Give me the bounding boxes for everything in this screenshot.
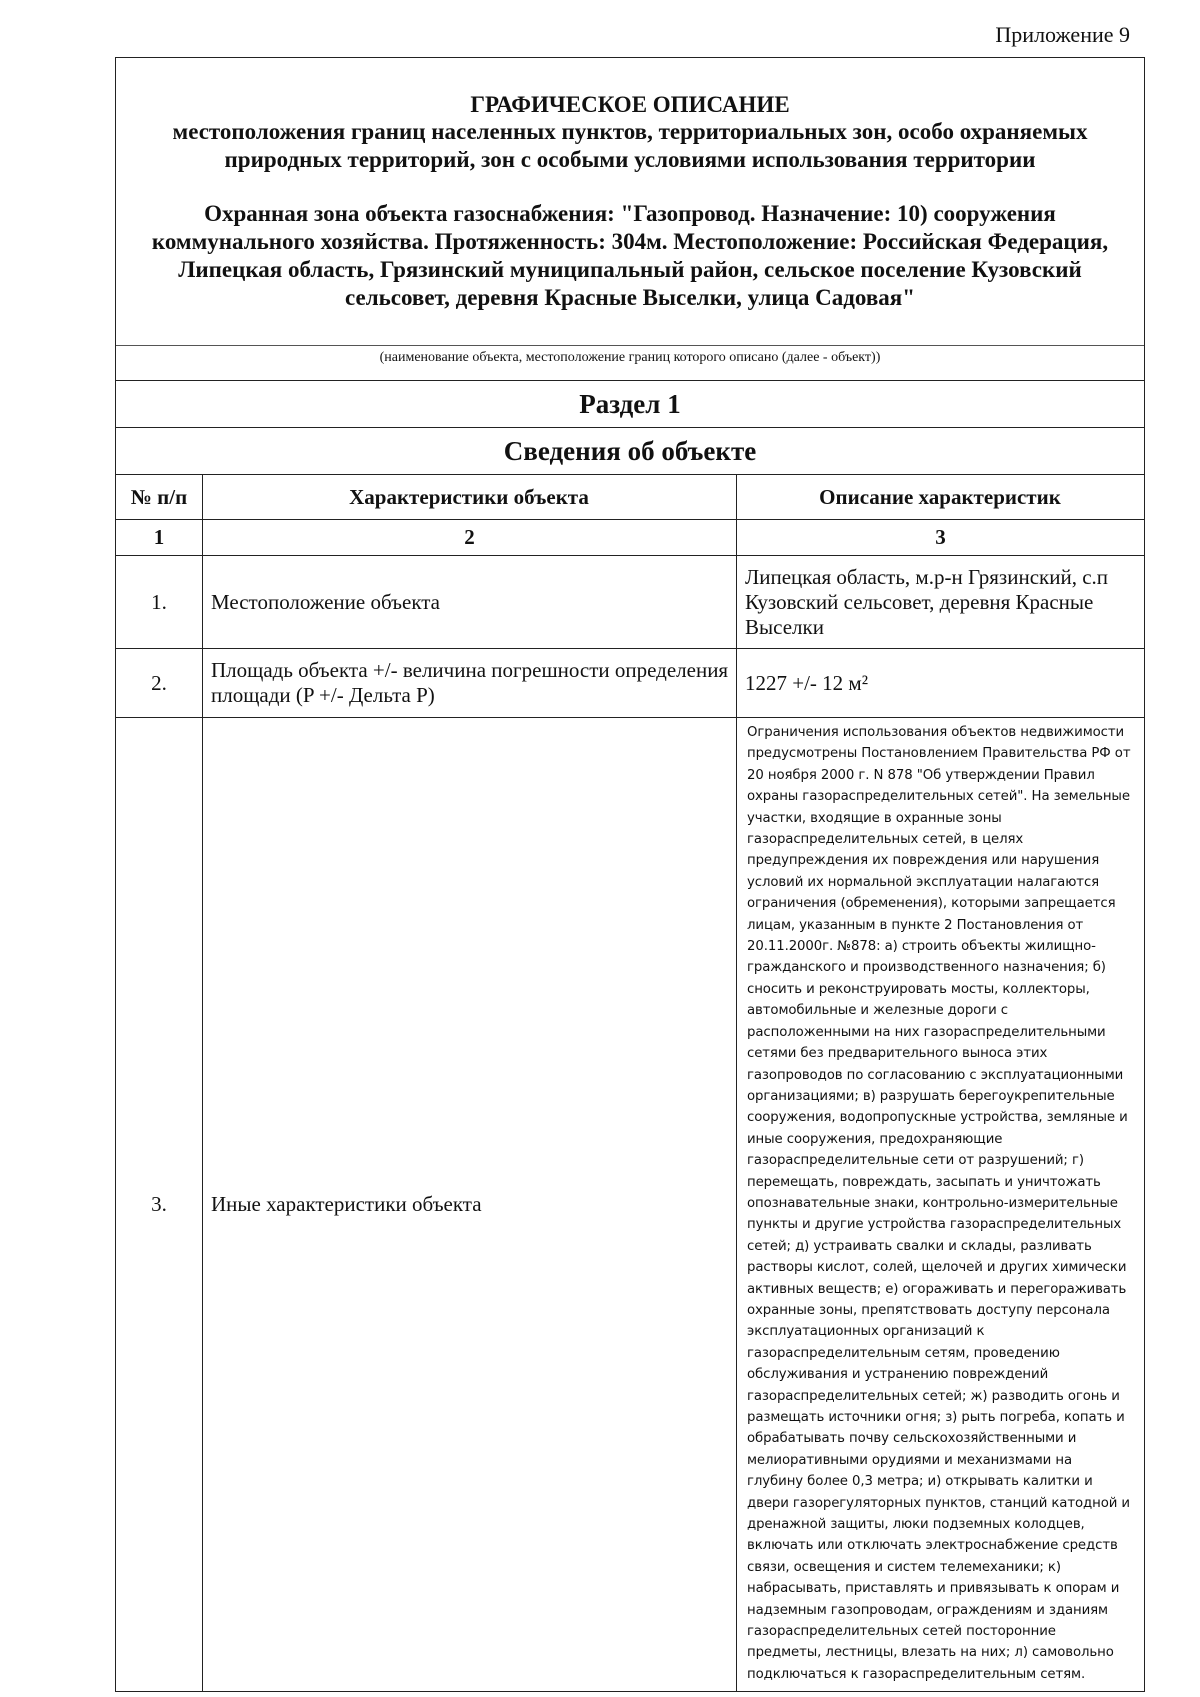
table-row: [116, 649, 1145, 718]
row-characteristic: Иные характеристики объекта: [203, 718, 737, 1692]
section-title: Сведения об объекте: [116, 428, 1145, 475]
appendix-label: Приложение 9: [995, 22, 1130, 47]
object-info-table: [115, 380, 1145, 1692]
header-characteristics: Характеристики объекта: [203, 475, 737, 520]
table-row: [116, 718, 1145, 1692]
object-caption: (наименование объекта, местоположение границ которого описано (далее - объект)): [379, 350, 881, 365]
row-number: 1.: [116, 556, 203, 649]
section-number: Раздел 1: [116, 381, 1145, 428]
header-num: № п/п: [116, 475, 203, 520]
table-row: [116, 556, 1145, 649]
header-description: Описание характеристик: [737, 475, 1145, 520]
document-subtitle: местоположения границ населенных пунктов, территориальных зон, особо охраняемых природных территорий, зон с особыми условиями использования территории: [172, 119, 1088, 172]
row-value: Ограничения использования объектов недвижимости предусмотрены Постановлением Правительства РФ от 20 ноября 2000 г. N 878 "Об утверждении Правил охраны газораспределительных сетей". На земельные участки, входящие в охранные зоны газораспределительных сетей, в целях предупреждения их повреждения или нарушения условий их нормальной эксплуатации налагаются ограничения (обременения), которыми запрещается лицам, указанным в пункте 2 Постановления от 20.11.2000г. №878: а) строить объекты жилищно-гражданского и производственного назначения; б) сносить и реконструировать мосты, коллекторы, автомобильные и железные дороги с расположенными на них газораспределительными сетями без предварительного выноса этих газопроводов по согласованию с эксплуатационными организациями; в) разрушать берегоукрепительные сооружения, водопропускные устройства, земляные и иные сооружения, предохраняющие газораспределительные сети от разрушений; г) перемещать, повреждать, засыпать и уничтожать опознавательные знаки, контрольно-измерительные пункты и другие устройства газораспределительных сетей; д) устраивать свалки и склады, разливать растворы кислот, солей, щелочей и других химически активных веществ; е) огораживать и перегораживать охранные зоны, препятствовать доступу персонала эксплуатационных организаций к газораспределительным сетям, проведению обслуживания и устранению повреждений газораспределительных сетей; ж) разводить огонь и размещать источники огня; з) рыть погреба, копать и обрабатывать почву сельскохозяйственными и мелиоративными орудиями и механизмами на глубину более 0,3 метра; и) открывать калитки и двери газорегуляторных пунктов, станций катодной и дренажной защиты, люки подземных колодцев, включать или отключать электроснабжение средств связи, освещения и систем телемеханики; к) набрасывать, приставлять и привязывать к опорам и надземным газопроводам, ограждениям и зданиям газораспределительных сетей посторонние предметы, лестницы, влезать на них; л) самовольно подключаться к газораспределительным сетям.: [737, 718, 1145, 1692]
row-number: 2.: [116, 649, 203, 718]
header-frame: [115, 57, 1145, 380]
document-title: ГРАФИЧЕСКОЕ ОПИСАНИЕ: [470, 92, 790, 117]
caption-divider: [116, 345, 1144, 346]
column-number: 2: [203, 520, 737, 556]
column-number: 3: [737, 520, 1145, 556]
row-characteristic: Местоположение объекта: [203, 556, 737, 649]
column-number: 1: [116, 520, 203, 556]
row-number: 3.: [116, 718, 203, 1692]
row-value: 1227 +/- 12 м²: [737, 649, 1145, 718]
row-value: Липецкая область, м.р-н Грязинский, с.п Кузовский сельсовет, деревня Красные Выселки: [737, 556, 1145, 649]
row-characteristic: Площадь объекта +/- величина погрешности определения площади (P +/- Дельта P): [203, 649, 737, 718]
object-name: Охранная зона объекта газоснабжения: "Газопровод. Назначение: 10) сооружения коммунального хозяйства. Протяженность: 304м. Местоположение: Российская Федерация, Липецкая область, Грязинский муниципальный район, сельское поселение Кузовский сельсовет, деревня Красные Выселки, улица Садовая": [151, 201, 1109, 310]
